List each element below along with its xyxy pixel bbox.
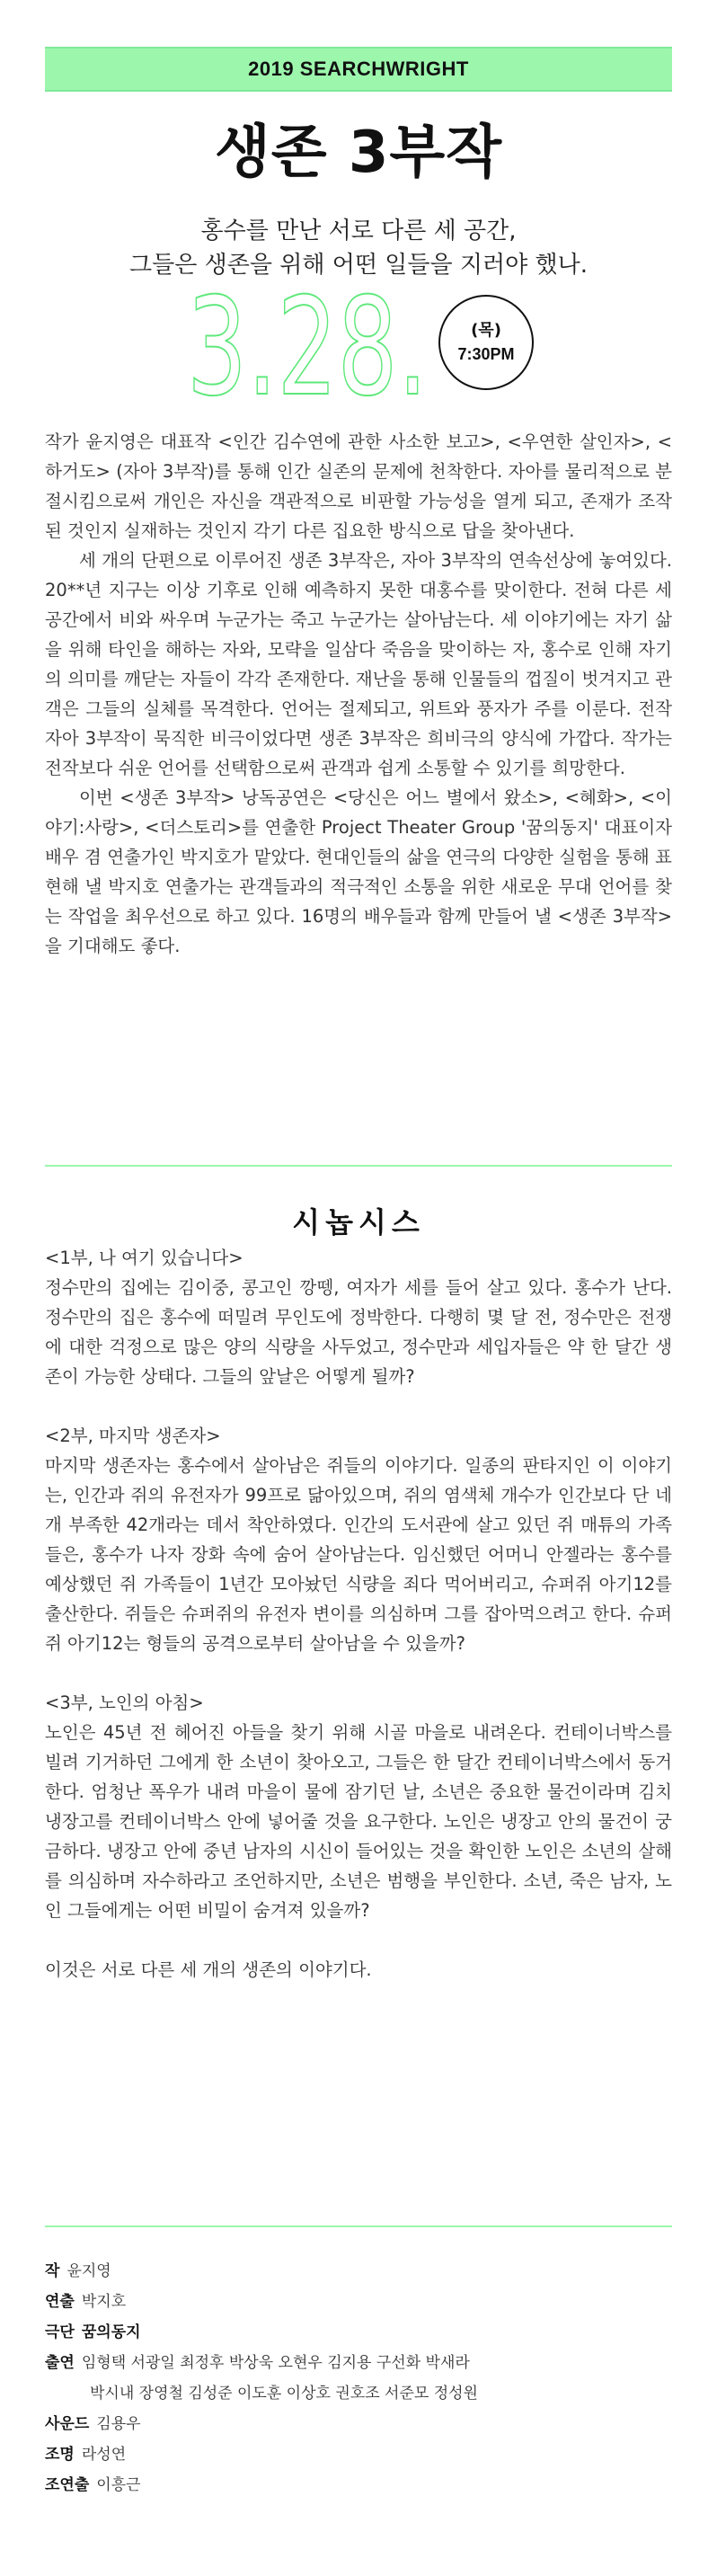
part-3-heading: <3부, 노인의 아침>: [45, 1692, 204, 1713]
intro-paragraph-1: 작가 윤지영은 대표작 <인간 김수연에 관한 사소한 보고>, <우연한 살인자>, <하거도> (자아 3부작)를 통해 인간 실존의 문제에 천착한다. 자아를 물리적으로 분절시킴으로써 개인은 자신을 객관적으로 비판할 가능성을 열게 되고, 존재가 조작된 것인지 실재하는 것인지 각기 다른 집요한 방식으로 답을 찾아낸다.: [45, 431, 672, 541]
divider-top: [45, 1165, 672, 1167]
subtitle-line-1: 홍수를 만난 서로 다른 세 공간,: [200, 218, 517, 244]
credit-sound: 사운드 김용우: [45, 2415, 141, 2433]
credit-writer: 작 윤지영: [45, 2262, 111, 2280]
credit-assistant-director: 조연출 이흥근: [45, 2476, 141, 2494]
credits: [45, 2256, 672, 2500]
credit-troupe: 극단 꿈의동지: [45, 2323, 141, 2341]
event-banner: [45, 47, 672, 92]
credit-cast-continued: 박시내 장영철 김성준 이도훈 이상호 권호조 서준모 정성원: [90, 2385, 478, 2403]
credit-cast: 출연 임형택 서광일 최정후 박상욱 오현우 김지용 구선화 박새라: [45, 2354, 470, 2372]
performance-time: 7:30PM: [457, 345, 515, 363]
intro-paragraph-3: 이번 <생존 3부작> 낭독공연은 <당신은 어느 별에서 왔소>, <혜화>, <이야기:사랑>, <더스토리>를 연출한 Project Theater Group '꿈의동지' 대표이자 배우 겸 연출가인 박지호가 맡았다. 현대인들의 삶을 연극의 다양한 실험을 통해 표현해 낼 박지호 연출가는 관객들과의 적극적인 소통을 위한 새로운 무대 언어를 찾는 작업을 최우선으로 하고 있다. 16명의 배우들과 함께 만들어 낼 <생존 3부작>을 기대해도 좋다.: [45, 787, 672, 956]
intro-paragraph-2: 세 개의 단편으로 이루어진 생존 3부작은, 자아 3부작의 연속선상에 놓여있다. 20**년 지구는 이상 기후로 인해 예측하지 못한 대홍수를 맞이한다. 전혀 다른 세 공간에서 비와 싸우며 누군가는 죽고 누군가는 살아남는다. 세 이야기에는 자기 삶을 위해 타인을 해하는 자와, 모략을 일삼다 죽음을 맞이하는 자, 홍수로 인해 자기의 의미를 깨닫는 자들이 각각 존재한다. 재난을 통해 인물들의 껍질이 벗겨지고 관객은 그들의 실체를 목격한다. 언어는 절제되고, 위트와 풍자가 주를 이룬다. 전작 자아 3부작이 묵직한 비극이었다면 생존 3부작은 희비극의 양식에 가깝다. 작가는 전작보다 쉬운 언어를 선택함으로써 관객과 쉽게 소통할 수 있기를 희망한다.: [45, 550, 672, 778]
synopsis-closing: 이것은 서로 다른 세 개의 생존의 이야기다.: [45, 1959, 372, 1980]
part-2-heading: <2부, 마지막 생존자>: [45, 1426, 221, 1446]
intro-section: [45, 427, 672, 961]
day-of-week: (목): [471, 321, 501, 340]
part-1-body: 정수만의 집에는 김이중, 콩고인 깡뗑, 여자가 세를 들어 살고 있다. 홍수가 난다. 정수만의 집은 홍수에 떠밀려 무인도에 정박한다. 다행히 몇 달 전, 정수만은 전쟁에 대한 걱정으로 많은 양의 식량을 사두었고, 정수만과 세입자들은 약 한 달간 생존이 가능한 상태다. 그들의 앞날은 어떻게 될까?: [45, 1277, 672, 1387]
part-2-body: 마지막 생존자는 홍수에서 살아남은 쥐들의 이야기다. 일종의 판타지인 이 이야기는, 인간과 쥐의 유전자가 99프로 닮아있으며, 쥐의 염색체 개수가 인간보다 단 네 개 부족한 42개라는 데서 착안하였다. 인간의 도서관에 살고 있던 쥐 매튜의 가족들은, 홍수가 나자 장화 속에 숨어 살아남는다. 임신했던 어머니 안젤라는 홍수를 예상했던 쥐 가족들이 1년간 모아놨던 식량을 죄다 먹어버리고, 슈퍼쥐 아기12를 출산한다. 쥐들은 슈퍼쥐의 유전자 변이를 의심하며 그를 잡아먹으려고 한다. 슈퍼쥐 아기12는 형들의 공격으로부터 살아남을 수 있을까?: [45, 1455, 672, 1654]
divider-bottom: [45, 2225, 672, 2227]
credit-lighting: 조명 라성연: [45, 2446, 127, 2464]
banner-text: 2019 SEARCHWRIGHT: [248, 58, 469, 80]
part-3-body: 노인은 45년 전 헤어진 아들을 찾기 위해 시골 마을로 내려온다. 컨테이너박스를 빌려 기거하던 그에게 한 소년이 찾아오고, 그들은 한 달간 컨테이너박스에서 동거한다. 엄청난 폭우가 내려 마을이 물에 잠기던 날, 소년은 중요한 물건이라며 김치냉장고를 컨테이너박스 안에 넣어줄 것을 요구한다. 노인은 냉장고 안의 물건이 궁금하다. 냉장고 안에 중년 남자의 시신이 들어있는 것을 확인한 노인은 소년의 살해를 의심하며 자수하라고 조언하지만, 소년은 범행을 부인한다. 소년, 죽은 남자, 노인 그들에게는 어떤 비밀이 숨겨져 있을까?: [45, 1722, 672, 1921]
synopsis-title: 시놉시스: [292, 1205, 425, 1239]
subtitle: [0, 214, 717, 282]
subtitle-line-2: 그들은 생존을 위해 어떤 일들을 지러야 했나.: [129, 252, 588, 279]
performance-date: [187, 279, 429, 404]
date-time-badge: [438, 295, 534, 390]
credit-director: 연출 박지호: [45, 2293, 127, 2311]
part-1-heading: <1부, 나 여기 있습니다>: [45, 1248, 243, 1268]
synopsis-section: [45, 1243, 672, 1985]
page-title: 생존 3부작: [214, 120, 503, 186]
performance-date-text: 3.28.: [187, 279, 428, 404]
